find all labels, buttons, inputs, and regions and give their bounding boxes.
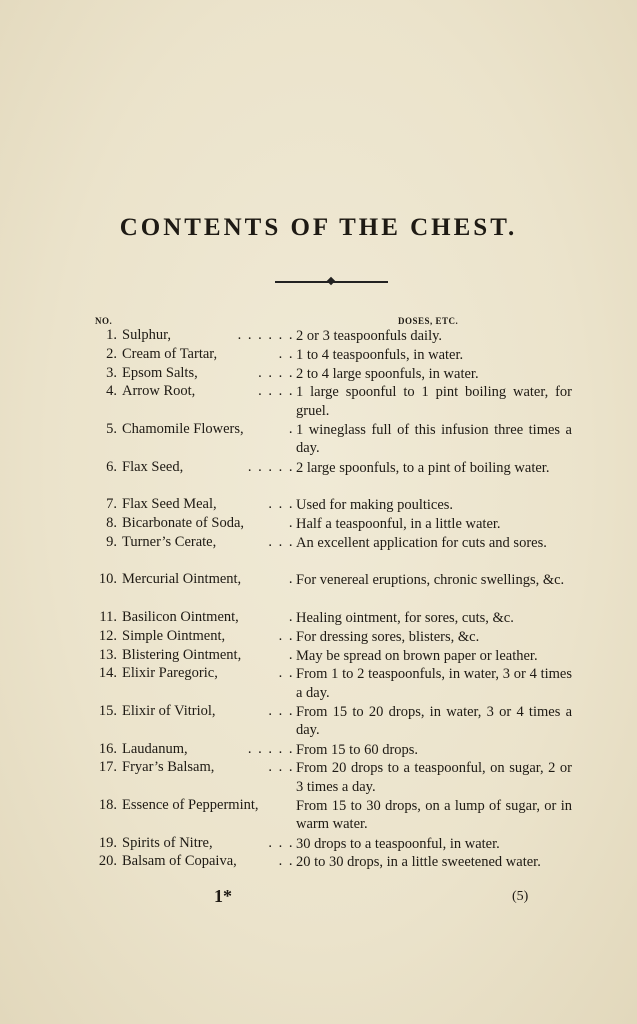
- leader-dots: . . . . .: [247, 740, 294, 757]
- list-item: [0, 628, 637, 647]
- item-dose: 2 large spoonfuls, to a pint of boiling water.: [296, 459, 550, 476]
- item-dose: 1 wineglass full of this infusion three times a day.: [296, 421, 572, 457]
- leader-dots: .: [288, 571, 294, 588]
- list-item: [0, 534, 637, 572]
- item-number: 5.: [106, 420, 117, 437]
- item-number: 2.: [106, 345, 117, 362]
- item-dose: From 15 to 60 drops.: [296, 741, 419, 758]
- item-dose: For dressing sores, blisters, &c.: [296, 628, 480, 645]
- item-dose: 1 large spoonful to 1 pint boiling water, for gruel.: [296, 384, 572, 419]
- item-name: Elixir Paregoric,: [122, 665, 218, 682]
- list-item: [0, 327, 637, 346]
- item-number: 20.: [98, 853, 117, 870]
- leader-dots: .: [288, 420, 294, 437]
- list-item: [0, 759, 637, 797]
- leader-dots: . . . . . .: [237, 327, 294, 343]
- signature-mark: 1*: [214, 886, 232, 906]
- item-number: 10.: [98, 571, 117, 588]
- item-name: Elixir of Vitriol,: [122, 702, 216, 719]
- item-dose: May be spread on brown paper or leather.: [296, 647, 538, 664]
- leader-dots: . .: [278, 853, 294, 870]
- item-dose: 2 or 3 teaspoonfuls daily.: [296, 328, 443, 344]
- item-name: Laudanum,: [122, 740, 188, 757]
- item-name: Epsom Salts,: [122, 364, 198, 381]
- contents-list: [0, 327, 637, 891]
- item-number: 16.: [98, 740, 117, 757]
- item-dose: From 1 to 2 teaspoonfuls, in water, 3 or 4 times a day.: [296, 666, 572, 701]
- item-number: 3.: [106, 364, 117, 381]
- leader-dots: . . . .: [258, 383, 294, 400]
- page-number: (5): [512, 889, 529, 904]
- column-header-no: NO.: [95, 316, 113, 326]
- ornamental-rule: [275, 280, 388, 284]
- item-number: 17.: [98, 759, 117, 776]
- item-number: 18.: [98, 796, 117, 813]
- item-number: 15.: [98, 702, 117, 719]
- item-number: 14.: [98, 665, 117, 682]
- list-item: [0, 421, 637, 459]
- list-item: [0, 609, 637, 628]
- list-item: [0, 647, 637, 666]
- item-number: 12.: [98, 627, 117, 644]
- item-dose: 2 to 4 large spoonfuls, in water.: [296, 365, 479, 382]
- list-item: [0, 496, 637, 515]
- item-dose: From 15 to 20 drops, in water, 3 or 4 times a day.: [296, 703, 572, 739]
- list-item: [0, 835, 637, 854]
- item-name: Flax Seed,: [122, 458, 184, 475]
- item-dose: Used for making poultices.: [296, 497, 454, 514]
- item-dose: 1 to 4 teaspoonfuls, in water.: [296, 346, 464, 363]
- item-name: Balsam of Copaiva,: [122, 853, 237, 870]
- leader-dots: .: [288, 514, 294, 531]
- list-item: [0, 515, 637, 534]
- column-header-doses: DOSES, ETC.: [398, 316, 459, 326]
- item-name: Cream of Tartar,: [122, 345, 218, 362]
- item-name: Essence of Peppermint,: [122, 796, 259, 813]
- item-name: Flax Seed Meal,: [122, 496, 217, 513]
- item-number: 1.: [106, 327, 117, 343]
- item-number: 19.: [98, 834, 117, 851]
- rule-diamond: [327, 277, 335, 285]
- leader-dots: . .: [278, 345, 294, 362]
- item-number: 11.: [99, 608, 117, 625]
- leader-dots: .: [288, 608, 294, 625]
- leader-dots: . . .: [268, 533, 294, 550]
- item-number: 8.: [106, 514, 117, 531]
- item-dose: An excellent application for cuts and sores.: [296, 534, 547, 551]
- item-number: 13.: [98, 646, 117, 663]
- list-item: [0, 741, 637, 760]
- list-item: [0, 571, 637, 609]
- list-item: [0, 459, 637, 497]
- item-dose: From 15 to 30 drops, on a lump of sugar, or in warm water.: [296, 797, 572, 833]
- item-number: 7.: [106, 496, 117, 513]
- item-name: Turner’s Cerate,: [122, 533, 217, 550]
- item-name: Fryar’s Balsam,: [122, 759, 215, 776]
- item-number: 4.: [106, 383, 117, 400]
- leader-dots: . . . .: [258, 364, 294, 381]
- item-name: Arrow Root,: [122, 383, 196, 400]
- item-dose: From 20 drops to a teaspoonful, on sugar, 2 or 3 times a day.: [296, 760, 572, 795]
- list-item: [0, 383, 637, 421]
- item-dose: 20 to 30 drops, in a little sweetened water.: [296, 854, 541, 871]
- item-name: Basilicon Ointment,: [122, 608, 239, 625]
- leader-dots: . . . . .: [247, 458, 294, 475]
- item-number: 9.: [106, 533, 117, 550]
- item-dose: For venereal eruptions, chronic swellings, &c.: [296, 572, 565, 589]
- leader-dots: . .: [278, 665, 294, 682]
- leader-dots: . . .: [268, 834, 294, 851]
- item-name: Sulphur,: [122, 327, 171, 343]
- list-item: [0, 703, 637, 741]
- item-number: 6.: [106, 458, 117, 475]
- list-item: [0, 346, 637, 365]
- leader-dots: .: [288, 646, 294, 663]
- leader-dots: . .: [278, 627, 294, 644]
- item-name: Chamomile Flowers,: [122, 420, 244, 437]
- list-item: [0, 853, 637, 891]
- item-dose: 30 drops to a teaspoonful, in water.: [296, 835, 500, 852]
- item-name: Simple Ointment,: [122, 627, 226, 644]
- list-item: [0, 365, 637, 384]
- list-item: [0, 797, 637, 835]
- item-dose: Half a teaspoonful, in a little water.: [296, 515, 501, 532]
- item-name: Mercurial Ointment,: [122, 571, 242, 588]
- item-name: Bicarbonate of Soda,: [122, 514, 245, 531]
- page-title: CONTENTS OF THE CHEST.: [119, 214, 518, 241]
- item-name: Spirits of Nitre,: [122, 834, 213, 851]
- leader-dots: . . .: [268, 496, 294, 513]
- list-item: [0, 665, 637, 703]
- leader-dots: . . .: [268, 759, 294, 776]
- leader-dots: . . .: [268, 702, 294, 719]
- item-dose: Healing ointment, for sores, cuts, &c.: [296, 609, 514, 626]
- item-name: Blistering Ointment,: [122, 646, 242, 663]
